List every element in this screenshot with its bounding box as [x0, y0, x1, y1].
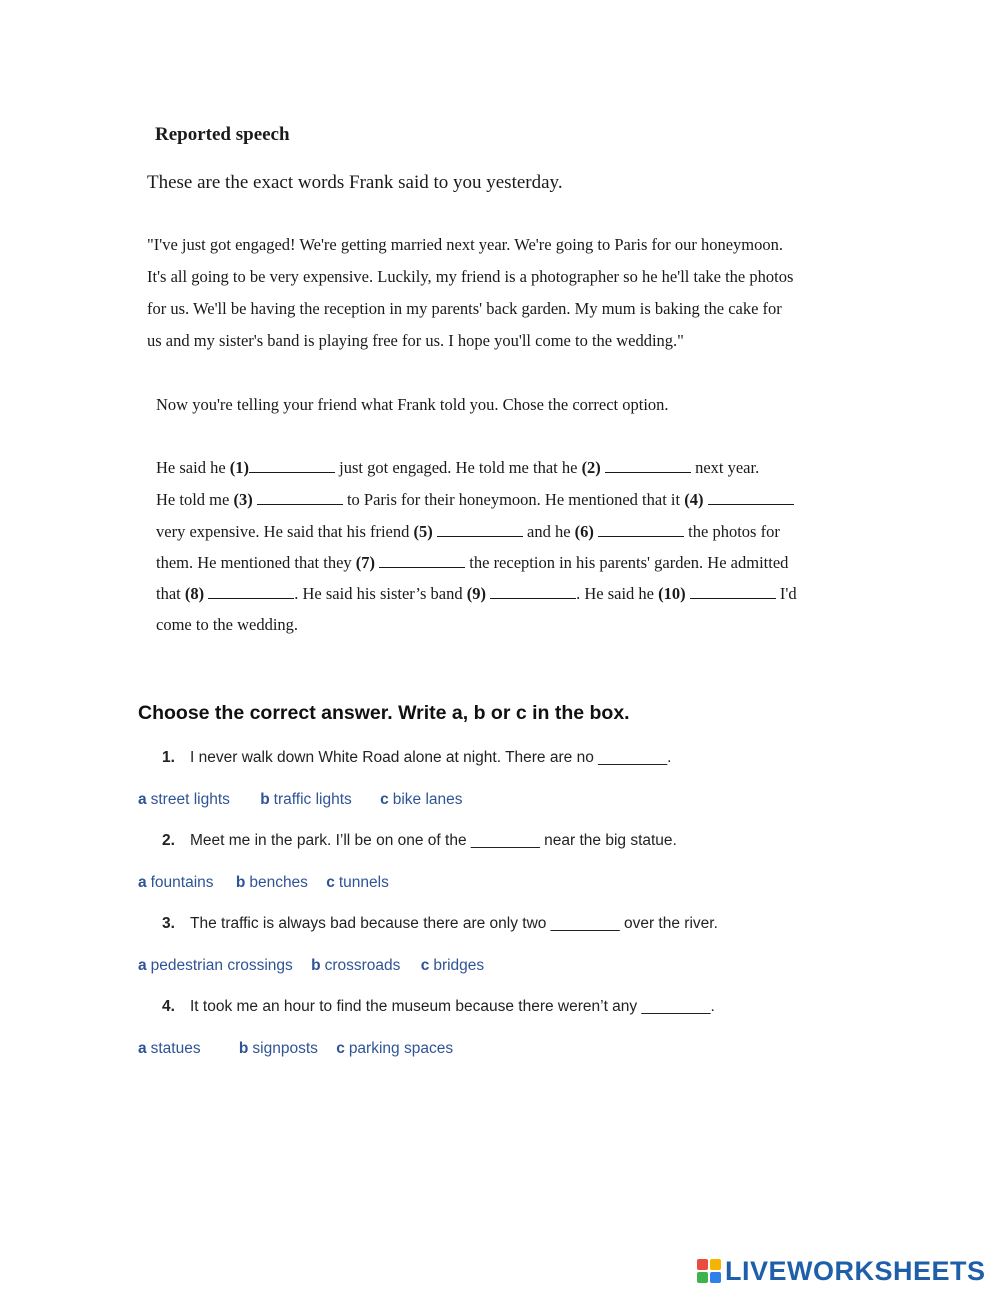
question-text: Meet me in the park. I’ll be on one of the ________ near the big statue. — [190, 832, 677, 849]
logo-blocks-icon — [697, 1259, 721, 1283]
section-title-reported-speech: Reported speech — [155, 124, 290, 145]
option-c[interactable]: c bike lanes — [380, 791, 463, 808]
section-title-multiple-choice: Choose the correct answer. Write a, b or c in the box. — [138, 702, 630, 724]
options-row-4 — [138, 1040, 467, 1058]
question-number: 3. — [162, 915, 175, 932]
option-b[interactable]: b crossroads — [311, 957, 401, 974]
option-c[interactable]: c bridges — [420, 957, 485, 974]
gap-blank-4[interactable] — [708, 490, 794, 505]
gap-text-line: very expensive. He said that his friend (5) and he (6) the photos for — [156, 522, 780, 541]
option-b[interactable]: b signposts — [238, 1040, 318, 1057]
question-number: 4. — [162, 998, 175, 1015]
quote-line: for us. We'll be having the reception in my parents' back garden. My mum is baking the cake for — [147, 299, 782, 318]
intro-text: These are the exact words Frank said to you yesterday. — [147, 172, 563, 193]
gap-blank-10[interactable] — [690, 584, 776, 599]
question-number: 1. — [162, 749, 175, 766]
option-a[interactable]: a fountains — [138, 874, 214, 891]
question-4 — [162, 998, 715, 1016]
option-b[interactable]: b traffic lights — [260, 791, 352, 808]
question-text: I never walk down White Road alone at night. There are no ________. — [190, 749, 672, 766]
gap-blank-8[interactable] — [208, 584, 294, 599]
logo-text: LIVEWORKSHEETS — [725, 1255, 986, 1286]
logo-block — [697, 1259, 708, 1270]
option-c[interactable]: c parking spaces — [336, 1040, 454, 1057]
options-row-3 — [138, 957, 498, 975]
gap-blank-5[interactable] — [437, 522, 523, 537]
option-a[interactable]: a pedestrian crossings — [138, 957, 293, 974]
gap-number: (1) — [229, 458, 250, 477]
options-row-2 — [138, 874, 403, 892]
gap-blank-2[interactable] — [605, 458, 691, 473]
gap-text-line: come to the wedding. — [156, 615, 299, 634]
quote-line: us and my sister's band is playing free for us. I hope you'll come to the wedding." — [147, 331, 684, 350]
option-a[interactable]: a street lights — [138, 791, 230, 808]
gap-blank-7[interactable] — [379, 553, 465, 568]
gap-blank-9[interactable] — [490, 584, 576, 599]
question-text: It took me an hour to find the museum because there weren’t any ________. — [190, 998, 715, 1015]
logo-block — [710, 1259, 721, 1270]
options-row-1 — [138, 791, 477, 809]
question-1 — [162, 749, 671, 767]
gap-text-line: He said he (1) just got engaged. He told me that he (2) next year. — [156, 458, 760, 477]
option-a[interactable]: a statues — [138, 1040, 201, 1057]
question-number: 2. — [162, 832, 175, 849]
question-text: The traffic is always bad because there are only two ________ over the river. — [190, 915, 718, 932]
quote-line: "I've just got engaged! We're getting married next year. We're going to Paris for our honeymoon. — [147, 235, 784, 254]
liveworksheets-logo — [697, 1255, 986, 1287]
gap-blank-6[interactable] — [598, 522, 684, 537]
gap-text-line: that (8) . He said his sister’s band (9) . He said he (10) I'd — [156, 584, 797, 603]
logo-block — [710, 1272, 721, 1283]
gap-text-line: He told me (3) to Paris for their honeymoon. He mentioned that it (4) — [156, 490, 794, 510]
quote-line: It's all going to be very expensive. Luckily, my friend is a photographer so he he'll take the photos — [147, 267, 794, 286]
task-instruction: Now you're telling your friend what Frank told you. Chose the correct option. — [156, 395, 669, 414]
gap-text-line: them. He mentioned that they (7) the reception in his parents' garden. He admitted — [156, 553, 789, 572]
question-2 — [162, 832, 677, 850]
logo-block — [697, 1272, 708, 1283]
option-c[interactable]: c tunnels — [326, 874, 389, 891]
gap-blank-3[interactable] — [257, 490, 343, 505]
gap-blank-1[interactable] — [249, 458, 335, 473]
question-3 — [162, 915, 718, 933]
option-b[interactable]: b benches — [235, 874, 308, 891]
